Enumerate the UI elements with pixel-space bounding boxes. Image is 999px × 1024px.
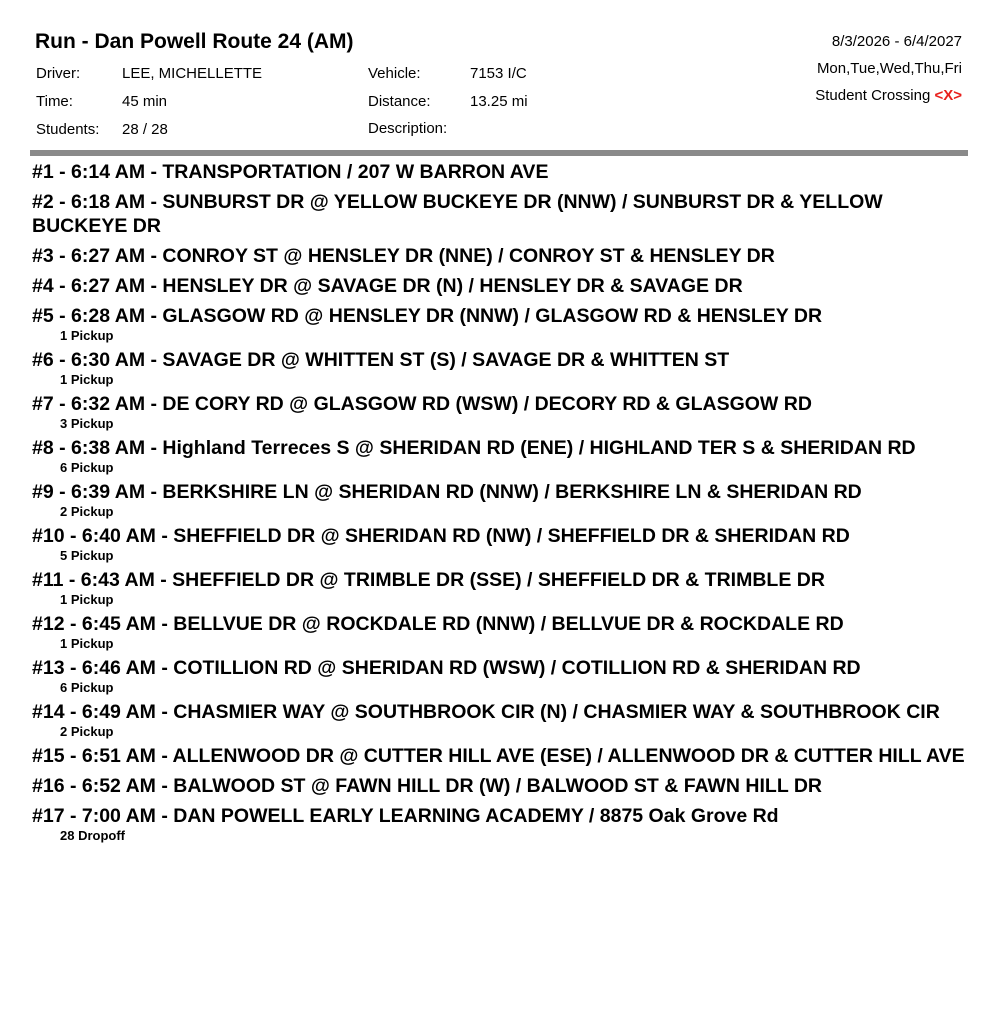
stop-count: 1 Pickup <box>60 372 114 387</box>
stop-item <box>32 480 968 519</box>
schedule-info <box>815 28 962 109</box>
time-value: 45 min <box>122 93 168 110</box>
stop-count: 2 Pickup <box>60 724 114 739</box>
stop-line: #12 - 6:45 AM - BELLVUE DR @ ROCKDALE RD (NNW) / BELLVUE DR & ROCKDALE RD <box>32 613 844 635</box>
distance-value: 13.25 mi <box>470 93 528 110</box>
run-title: Run - Dan Powell Route 24 (AM) <box>35 30 354 53</box>
vehicle-label: Vehicle: <box>368 65 421 82</box>
stop-line: #7 - 6:32 AM - DE CORY RD @ GLASGOW RD (WSW) / DECORY RD & GLASGOW RD <box>32 393 812 415</box>
date-range: 8/3/2026 - 6/4/2027 <box>831 33 962 50</box>
distance-label: Distance: <box>368 93 431 110</box>
stop-item <box>32 656 968 695</box>
stop-line: #5 - 6:28 AM - GLASGOW RD @ HENSLEY DR (NNW) / GLASGOW RD & HENSLEY DR <box>32 305 823 327</box>
student-crossing-label: Student Crossing <box>815 87 931 104</box>
stop-item <box>32 700 968 739</box>
stop-line: #13 - 6:46 AM - COTILLION RD @ SHERIDAN RD (WSW) / COTILLION RD & SHERIDAN RD <box>32 657 861 679</box>
stop-line: #11 - 6:43 AM - SHEFFIELD DR @ TRIMBLE DR (SSE) / SHEFFIELD DR & TRIMBLE DR <box>32 569 825 591</box>
description-label: Description: <box>368 120 448 137</box>
stop-line: #6 - 6:30 AM - SAVAGE DR @ WHITTEN ST (S) / SAVAGE DR & WHITTEN ST <box>32 349 730 371</box>
stop-count: 1 Pickup <box>60 636 114 651</box>
stop-item <box>32 524 968 563</box>
header-divider <box>30 150 968 156</box>
stop-line: #3 - 6:27 AM - CONROY ST @ HENSLEY DR (NNE) / CONROY ST & HENSLEY DR <box>32 245 775 267</box>
stop-item <box>32 304 968 343</box>
stop-count: 3 Pickup <box>60 416 114 431</box>
stop-count: 28 Dropoff <box>60 828 125 843</box>
stop-line: #9 - 6:39 AM - BERKSHIRE LN @ SHERIDAN RD (NNW) / BERKSHIRE LN & SHERIDAN RD <box>32 481 862 503</box>
stop-line: #2 - 6:18 AM - SUNBURST DR @ YELLOW BUCKEYE DR (NNW) / SUNBURST DR & YELLOW BUCKEYE DR <box>32 191 883 237</box>
stop-count: 6 Pickup <box>60 460 114 475</box>
stop-line: #8 - 6:38 AM - Highland Terreces S @ SHERIDAN RD (ENE) / HIGHLAND TER S & SHERIDAN RD <box>32 437 916 459</box>
run-header <box>0 0 999 150</box>
stop-count: 6 Pickup <box>60 680 114 695</box>
stop-item <box>32 190 968 238</box>
time-label: Time: <box>36 93 73 110</box>
vehicle-value: 7153 I/C <box>470 65 527 82</box>
stop-item <box>32 436 968 475</box>
stop-line: #4 - 6:27 AM - HENSLEY DR @ SAVAGE DR (N) / HENSLEY DR & SAVAGE DR <box>32 275 743 297</box>
stop-item <box>32 774 968 798</box>
stop-item <box>32 160 968 184</box>
stop-list <box>32 160 968 843</box>
driver-value: LEE, MICHELLETTE <box>122 65 263 82</box>
stop-item <box>32 568 968 607</box>
stop-line: #17 - 7:00 AM - DAN POWELL EARLY LEARNING ACADEMY / 8875 Oak Grove Rd <box>32 805 779 827</box>
student-crossing <box>815 82 962 109</box>
driver-label: Driver: <box>36 65 81 82</box>
students-value: 28 / 28 <box>122 121 168 138</box>
stop-count: 1 Pickup <box>60 592 114 607</box>
stop-line: #16 - 6:52 AM - BALWOOD ST @ FAWN HILL DR (W) / BALWOOD ST & FAWN HILL DR <box>32 775 822 797</box>
stop-item <box>32 392 968 431</box>
stop-item <box>32 744 968 768</box>
operating-days: Mon,Tue,Wed,Thu,Fri <box>816 60 962 77</box>
stop-item <box>32 244 968 268</box>
stop-item <box>32 612 968 651</box>
stop-item <box>32 804 968 843</box>
student-crossing-mark: <X> <box>934 87 962 104</box>
students-label: Students: <box>36 121 100 138</box>
stop-line: #10 - 6:40 AM - SHEFFIELD DR @ SHERIDAN RD (NW) / SHEFFIELD DR & SHERIDAN RD <box>32 525 850 547</box>
stop-item <box>32 274 968 298</box>
stop-line: #14 - 6:49 AM - CHASMIER WAY @ SOUTHBROOK CIR (N) / CHASMIER WAY & SOUTHBROOK CIR <box>32 701 940 723</box>
stop-count: 2 Pickup <box>60 504 114 519</box>
stop-item <box>32 348 968 387</box>
stop-count: 5 Pickup <box>60 548 114 563</box>
stop-count: 1 Pickup <box>60 328 114 343</box>
stop-line: #1 - 6:14 AM - TRANSPORTATION / 207 W BARRON AVE <box>32 161 549 183</box>
stop-line: #15 - 6:51 AM - ALLENWOOD DR @ CUTTER HILL AVE (ESE) / ALLENWOOD DR & CUTTER HILL AVE <box>32 745 965 767</box>
